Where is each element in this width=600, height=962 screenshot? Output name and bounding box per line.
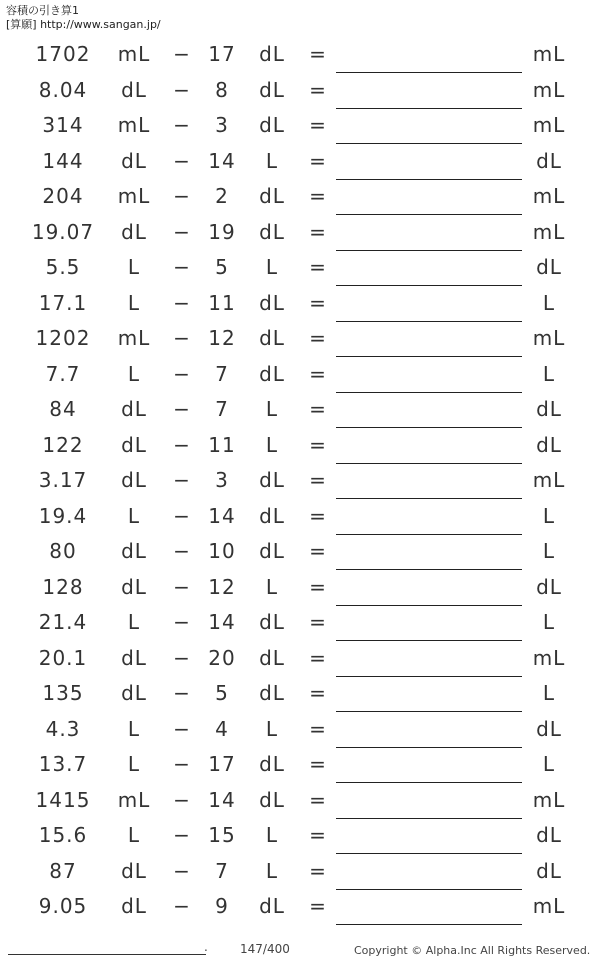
footer [0,940,600,962]
minuend: 19.4 [38,503,88,528]
minuend: 4.3 [45,716,81,741]
subtrahend: 14 [208,148,236,173]
minuend-unit: L [127,361,141,386]
minuend: 21.4 [38,610,88,634]
minuend-unit: mL [117,42,151,66]
subtrahend-unit: L [265,255,279,279]
equals-sign: = [309,255,327,279]
answer-unit: mL [532,787,566,812]
minuend: 84 [49,397,77,421]
subtrahend-unit: L [265,716,279,741]
worksheet-title: 容積の引き算1 [6,4,79,17]
subtrahend-unit: dL [259,787,285,812]
answer-unit: mL [532,184,566,208]
equals-sign: = [309,113,327,137]
subtrahend-unit: dL [259,326,285,350]
problem-row [0,571,600,607]
minuend: 128 [42,574,84,599]
minus-sign: − [173,255,191,279]
answer-unit: L [542,610,556,634]
copyright-notice: Copyright © Alpha.Inc All Rights Reserved. [354,944,591,957]
minuend-unit: L [127,290,141,315]
minuend: 204 [42,184,84,208]
problem-list [0,38,600,926]
minus-sign: − [173,894,191,918]
subtrahend-unit: dL [259,219,285,244]
subtrahend-unit: dL [259,503,285,528]
equals-sign: = [309,361,327,386]
minuend-unit: dL [121,539,147,563]
subtrahend: 12 [208,574,236,599]
minuend: 122 [42,432,84,457]
subtrahend: 11 [208,432,236,457]
problem-row [0,145,600,181]
minuend-unit: mL [117,113,151,137]
equals-sign: = [309,610,327,634]
problem-row [0,677,600,713]
problem-row [0,74,600,110]
equals-sign: = [309,539,327,563]
answer-unit: dL [536,148,562,173]
equals-sign: = [309,894,327,918]
equals-sign: = [309,290,327,315]
subtrahend-unit: dL [259,361,285,386]
problem-row [0,251,600,287]
minus-sign: − [173,681,191,705]
equals-sign: = [309,681,327,705]
answer-unit: dL [536,716,562,741]
minuend: 5.5 [45,255,81,279]
answer-unit: dL [536,858,562,883]
minuend-unit: dL [121,77,147,102]
subtrahend: 5 [215,255,229,279]
problem-row [0,216,600,252]
subtrahend-unit: dL [259,752,285,776]
equals-sign: = [309,787,327,812]
answer-unit: L [542,752,556,776]
minuend: 1702 [35,42,91,66]
minus-sign: − [173,219,191,244]
subtrahend-unit: dL [259,468,285,492]
answer-unit: dL [536,432,562,457]
problem-row [0,322,600,358]
problem-row [0,855,600,891]
minuend-unit: dL [121,432,147,457]
equals-sign: = [309,645,327,670]
answer-unit: mL [532,468,566,492]
subtrahend: 4 [215,716,229,741]
minus-sign: − [173,326,191,350]
subtrahend: 14 [208,503,236,528]
answer-unit: L [542,539,556,563]
problem-row [0,358,600,394]
problem-row [0,819,600,855]
subtrahend-unit: dL [259,77,285,102]
problem-row [0,890,600,926]
subtrahend: 7 [215,361,229,386]
equals-sign: = [309,326,327,350]
subtrahend: 2 [215,184,229,208]
minus-sign: − [173,787,191,812]
minuend-unit: L [127,752,141,776]
problem-row [0,38,600,74]
worksheet-header [6,4,161,32]
subtrahend: 14 [208,787,236,812]
minus-sign: − [173,42,191,66]
equals-sign: = [309,42,327,66]
equals-sign: = [309,184,327,208]
subtrahend-unit: L [265,432,279,457]
minus-sign: − [173,574,191,599]
minuend-unit: dL [121,894,147,918]
equals-sign: = [309,432,327,457]
minuend: 19.07 [31,219,95,244]
subtrahend: 20 [208,645,236,670]
subtrahend-unit: L [265,823,279,847]
equals-sign: = [309,77,327,102]
problem-row [0,287,600,323]
answer-unit: mL [532,645,566,670]
site-link[interactable]: [算願] http://www.sangan.jp/ [6,18,161,31]
minuend-unit: dL [121,681,147,705]
equals-sign: = [309,397,327,421]
problem-row [0,109,600,145]
answer-unit: mL [532,77,566,102]
minuend: 144 [42,148,84,173]
subtrahend: 17 [208,752,236,776]
subtrahend-unit: L [265,148,279,173]
minus-sign: − [173,716,191,741]
footer-dot: . [204,940,208,954]
subtrahend-unit: dL [259,610,285,634]
problem-row [0,713,600,749]
minuend-unit: dL [121,397,147,421]
minus-sign: − [173,823,191,847]
minuend: 7.7 [45,361,81,386]
minuend-unit: dL [121,148,147,173]
subtrahend-unit: dL [259,645,285,670]
minus-sign: − [173,858,191,883]
answer-unit: mL [532,219,566,244]
minus-sign: − [173,503,191,528]
subtrahend-unit: dL [259,184,285,208]
answer-unit: L [542,361,556,386]
problem-row [0,180,600,216]
minus-sign: − [173,645,191,670]
problem-row [0,535,600,571]
answer-unit: dL [536,255,562,279]
equals-sign: = [309,574,327,599]
answer-unit: mL [532,326,566,350]
page-number: 147/400 [240,942,290,956]
subtrahend: 3 [215,113,229,137]
subtrahend-unit: L [265,858,279,883]
minus-sign: − [173,148,191,173]
subtrahend: 14 [208,610,236,634]
subtrahend: 10 [208,539,236,563]
subtrahend-unit: L [265,397,279,421]
minuend: 80 [49,539,77,563]
minuend-unit: L [127,503,141,528]
minuend: 17.1 [38,290,88,315]
subtrahend: 8 [215,77,229,102]
minus-sign: − [173,361,191,386]
answer-unit: L [542,290,556,315]
answer-unit: dL [536,823,562,847]
minuend: 314 [42,113,84,137]
minus-sign: − [173,468,191,492]
equals-sign: = [309,858,327,883]
minuend: 13.7 [38,752,88,776]
answer-unit: mL [532,42,566,66]
minuend: 1202 [35,326,91,350]
minuend-unit: dL [121,468,147,492]
minuend-unit: mL [117,787,151,812]
equals-sign: = [309,752,327,776]
minus-sign: − [173,290,191,315]
problem-row [0,642,600,678]
equals-sign: = [309,823,327,847]
equals-sign: = [309,503,327,528]
subtrahend-unit: L [265,574,279,599]
subtrahend: 12 [208,326,236,350]
subtrahend-unit: dL [259,681,285,705]
minus-sign: − [173,539,191,563]
subtrahend: 5 [215,681,229,705]
minus-sign: − [173,113,191,137]
problem-row [0,393,600,429]
equals-sign: = [309,468,327,492]
minuend: 9.05 [38,894,88,918]
equals-sign: = [309,219,327,244]
minuend-unit: mL [117,326,151,350]
subtrahend: 9 [215,894,229,918]
minus-sign: − [173,184,191,208]
minus-sign: − [173,77,191,102]
minuend-unit: mL [117,184,151,208]
subtrahend-unit: dL [259,113,285,137]
minuend-unit: dL [121,645,147,670]
subtrahend: 7 [215,397,229,421]
subtrahend-unit: dL [259,290,285,315]
subtrahend: 17 [208,42,236,66]
answer-blank[interactable] [336,924,522,925]
equals-sign: = [309,148,327,173]
minuend: 1415 [35,787,91,812]
subtrahend: 7 [215,858,229,883]
answer-unit: mL [532,894,566,918]
problem-row [0,784,600,820]
answer-unit: mL [532,113,566,137]
subtrahend-unit: dL [259,42,285,66]
answer-unit: dL [536,397,562,421]
minus-sign: − [173,397,191,421]
problem-row [0,606,600,642]
minuend: 87 [49,858,77,883]
subtrahend-unit: dL [259,894,285,918]
answer-unit: dL [536,574,562,599]
problem-row [0,464,600,500]
minus-sign: − [173,752,191,776]
problem-row [0,748,600,784]
minuend-unit: dL [121,574,147,599]
problem-row [0,500,600,536]
subtrahend: 19 [208,219,236,244]
answer-unit: L [542,503,556,528]
minuend: 15.6 [38,823,88,847]
minuend-unit: dL [121,219,147,244]
name-line [8,954,206,955]
problem-row [0,429,600,465]
subtrahend: 11 [208,290,236,315]
minus-sign: − [173,610,191,634]
minuend-unit: dL [121,858,147,883]
minuend: 8.04 [38,77,88,102]
subtrahend: 3 [215,468,229,492]
minuend-unit: L [127,610,141,634]
minuend: 3.17 [38,468,88,492]
minuend: 20.1 [38,645,88,670]
minuend-unit: L [127,716,141,741]
minuend-unit: L [127,255,141,279]
answer-unit: L [542,681,556,705]
subtrahend-unit: dL [259,539,285,563]
minuend: 135 [42,681,84,705]
minus-sign: − [173,432,191,457]
subtrahend: 15 [208,823,236,847]
minuend-unit: L [127,823,141,847]
equals-sign: = [309,716,327,741]
